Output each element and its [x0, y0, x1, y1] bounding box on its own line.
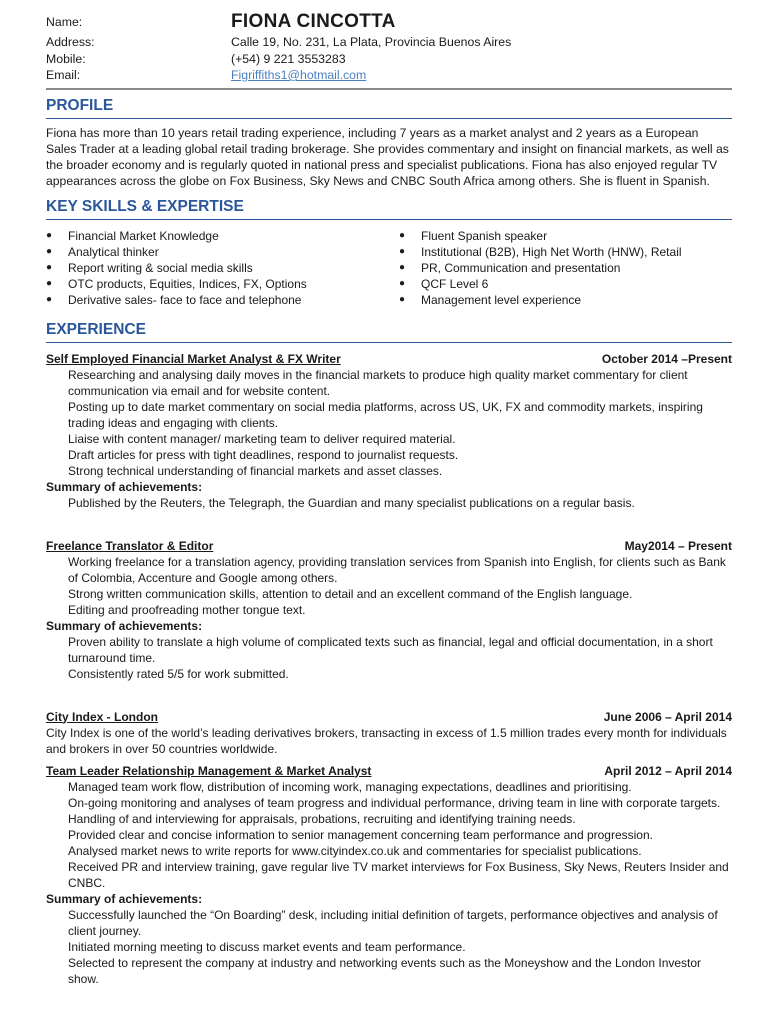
list-item: Proven ability to translate a high volume of complicated texts such as financial, legal and official documentation, in a short turnaround time. [68, 634, 713, 665]
bullet-icon: ● [399, 277, 406, 289]
address-value: Calle 19, No. 231, La Plata, Provincia Buenos Aires [231, 35, 512, 49]
list-item: Researching and analysing daily moves in the financial markets to produce high quality market commentary for client communication via email and for website content. [68, 367, 688, 398]
job-title: Self Employed Financial Market Analyst & FX Writer [46, 351, 341, 366]
mobile-value: (+54) 9 221 3553283 [231, 51, 346, 66]
skills-left-column [46, 228, 379, 308]
list-item: ● Financial Market Knowledge [46, 228, 219, 243]
list-item: Strong written communication skills, attention to detail and an excellent command of the English language. [68, 586, 633, 601]
list-item: Posting up to date market commentary on social media platforms, across US, UK, FX and commodity markets, inspiring trading ideas and engaging with clients. [68, 399, 703, 430]
job-date: April 2012 – April 2014 [604, 763, 732, 778]
list-item: ● Report writing & social media skills [46, 260, 253, 275]
list-item: Published by the Reuters, the Telegraph, the Guardian and many specialist publications on a regular basis. [68, 495, 635, 510]
experience-heading: EXPERIENCE [46, 320, 146, 338]
list-item: Successfully launched the “On Boarding” desk, including initial definition of targets, performance objectives and analysis of client journey. [68, 907, 718, 938]
profile-divider [46, 118, 732, 119]
bullet-icon: ● [399, 229, 406, 241]
list-item: Initiated morning meeting to discuss market events and team performance. [68, 939, 466, 954]
job-title: Team Leader Relationship Management & Market Analyst [46, 763, 372, 778]
company-description: City Index is one of the world’s leading derivatives brokers, transacting in excess of 1.5 million trades every month for individuals and brokers in over 50 countries worldwide. [46, 725, 727, 756]
job-header [46, 351, 732, 367]
list-item: Provided clear and concise information to senior management concerning team performance and progression. [68, 827, 653, 842]
company-header [46, 709, 732, 725]
list-item: Analysed market news to write reports for www.cityindex.co.uk and commentaries for specialist publications. [68, 843, 642, 858]
list-item: Managed team work flow, distribution of incoming work, managing expectations, deadlines and prioritising. [68, 779, 632, 794]
mobile-label: Mobile: [46, 51, 86, 66]
company-date: June 2006 – April 2014 [603, 709, 732, 724]
list-item: ● Management level experience [399, 292, 582, 307]
bullet-icon: ● [46, 229, 53, 241]
summary-label: Summary of achievements: [46, 891, 203, 906]
bullet-icon: ● [46, 245, 53, 257]
candidate-name: FIONA CINCOTTA [231, 11, 396, 32]
list-item: ● QCF Level 6 [399, 276, 489, 291]
list-item: ● PR, Communication and presentation [399, 260, 621, 275]
spacer [46, 511, 732, 538]
name-label: Name: [46, 15, 83, 29]
list-item: Working freelance for a translation agency, providing translation services from Spanish into English, for clients such as Bank of Colombia, Accenture and Google among others. [68, 554, 726, 585]
list-item: ● Fluent Spanish speaker [399, 228, 548, 243]
list-item: Strong technical understanding of financial markets and asset classes. [68, 463, 443, 478]
profile-text: Fiona has more than 10 years retail trading experience, including 7 years as a market analyst and 2 years as a European Sales Trader at a leading global retail trading brokerage. She provides commentary and insight on financial markets, as well as the broader economy and is regularly quoted in national press and specialist publications. Fiona has also enjoyed regular TV appearances across the globe on Fox Business, Sky News and CNBC South Africa among others. She is fluent in Spanish. [46, 125, 729, 188]
header-divider [46, 88, 732, 90]
job-date: October 2014 –Present [601, 351, 732, 366]
list-item: Liaise with content manager/ marketing team to deliver required material. [68, 431, 456, 446]
address-label: Address: [46, 35, 95, 49]
skills-right-column [399, 228, 732, 308]
job-date: May2014 – Present [624, 538, 732, 553]
bullet-icon: ● [399, 293, 406, 305]
spacer [46, 682, 732, 709]
list-item: Consistently rated 5/5 for work submitted. [68, 666, 289, 681]
bullet-icon: ● [46, 277, 53, 289]
job-title: Freelance Translator & Editor [46, 538, 214, 553]
summary-label: Summary of achievements: [46, 479, 203, 494]
list-item: ● Institutional (B2B), High Net Worth (HNW), Retail [399, 244, 682, 259]
experience-divider [46, 342, 732, 343]
list-item: Editing and proofreading mother tongue text. [68, 602, 306, 617]
email-link[interactable]: Figriffiths1@hotmail.com [231, 68, 367, 82]
list-item: Received PR and interview training, gave regular live TV market interviews for Fox Business, Sky News, Reuters Insider and CNBC. [68, 859, 729, 890]
skills-divider [46, 219, 732, 220]
list-item: ● Analytical thinker [46, 244, 159, 259]
list-item: ● Derivative sales- face to face and telephone [46, 292, 302, 307]
bullet-icon: ● [399, 261, 406, 273]
summary-label: Summary of achievements: [46, 618, 203, 633]
contact-header [46, 10, 732, 84]
bullet-icon: ● [399, 245, 406, 257]
email-label: Email: [46, 68, 81, 82]
list-item: Selected to represent the company at industry and networking events such as the Moneyshow and the London Investor show. [68, 955, 702, 986]
company-title: City Index - London [46, 709, 158, 724]
job-header [46, 538, 732, 554]
skills-heading: KEY SKILLS & EXPERTISE [46, 197, 244, 215]
job-header [46, 763, 732, 779]
skills-list [46, 228, 732, 308]
list-item: Draft articles for press with tight deadlines, respond to journalist requests. [68, 447, 459, 462]
bullet-icon: ● [46, 293, 53, 305]
bullet-icon: ● [46, 261, 53, 273]
list-item: ● OTC products, Equities, Indices, FX, Options [46, 276, 307, 291]
list-item: On-going monitoring and analyses of team progress and individual performance, driving team in line with corporate targets. [68, 795, 721, 810]
list-item: Handling of and interviewing for appraisals, probations, recruiting and identifying training needs. [68, 811, 576, 826]
profile-heading: PROFILE [46, 96, 114, 114]
